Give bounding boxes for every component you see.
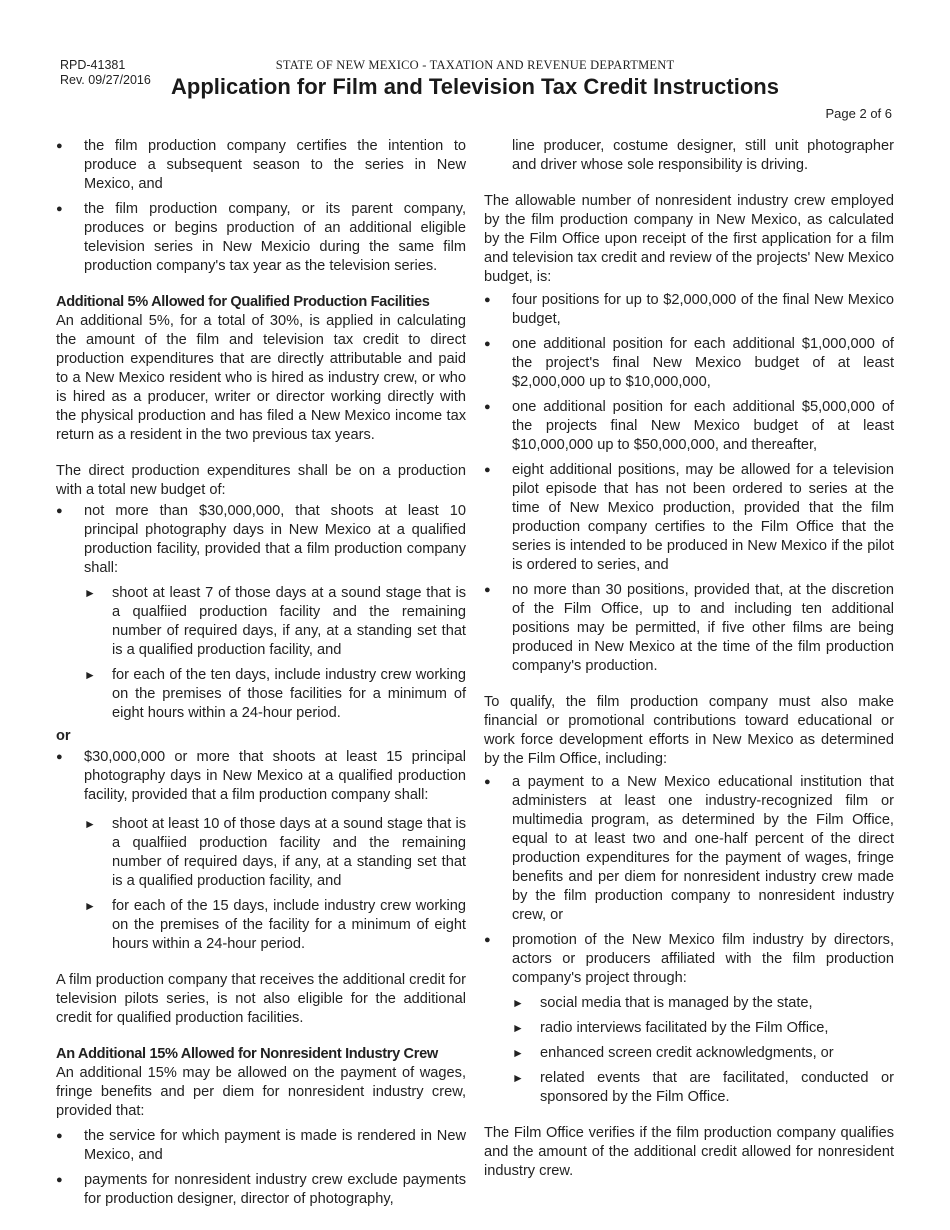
section-paragraph: An additional 15% may be allowed on the payment of wages, fringe benefits and per diem for nonresident industry crew, provided that:: [56, 1065, 466, 1119]
agency-name: STATE OF NEW MEXICO - TAXATION AND REVENUE DEPARTMENT: [275, 58, 675, 72]
budget-option-list: [56, 748, 466, 954]
list-item: ● eight additional positions, may be allowed for a television pilot episode that has not been ordered to series at the time of New Mexico production, provided that the film production company certifies to the Film Office that the series is intended to be produced in New Mexico if the pilot is ordered to series, and: [484, 461, 894, 575]
budget-option-text: not more than $30,000,000, that shoots at least 10 principal photography days in New Mexico at a qualified production facility, provided that a film production company shall:: [84, 503, 466, 576]
list-item: [56, 748, 466, 954]
promotion-text: promotion of the New Mexico film industry by directors, actors or producers affiliated with the film production company's project through:: [512, 932, 894, 986]
positions-bullet-list: [484, 291, 894, 676]
qualify-paragraph: To qualify, the film production company must also make financial or promotional contributions toward educational or work force development efforts in New Mexico as determined by the Film Office, including:: [484, 694, 894, 767]
list-item: ● payments for nonresident industry crew exclude payments for production designer, director of photography,: [56, 1171, 466, 1209]
budget-intro-paragraph: The direct production expenditures shall be on a production with a total new budget of:: [56, 463, 466, 498]
contributions-bullet-list: [484, 773, 894, 1107]
list-item: ● no more than 30 positions, provided that, at the discretion of the Film Office, up to and including ten additional positions may be permitted, if five other films are being produced in New Mexico at the time of the film production company's production.: [484, 581, 894, 676]
or-separator: or: [56, 728, 71, 744]
list-item: ● the film production company, or its parent company, produces or begins production of an additional eligible television series in New Mexicio during the same film production company's tax year as the television series.: [56, 200, 466, 276]
list-item: ● the film production company certifies the intention to produce a subsequent season to the series in New Mexico, and: [56, 137, 466, 194]
right-column: [484, 137, 894, 1181]
continued-text: line producer, costume designer, still unit photographer and driver whose sole responsibility is driving.: [512, 138, 894, 173]
form-number: RPD-41381: [60, 58, 126, 72]
left-column: [56, 137, 466, 1209]
list-item: ► enhanced screen credit acknowledgments, or: [512, 1044, 894, 1063]
list-item: ► shoot at least 7 of those days at a sound stage that is a qualfiied production facility and the remaining number of required days, if any, at a standing set that is a qualified production facility, and: [84, 584, 466, 660]
intro-bullet-list: [56, 137, 466, 276]
list-item: ► related events that are facilitated, conducted or sponsored by the Film Office.: [512, 1069, 894, 1107]
list-item: ► shoot at least 10 of those days at a sound stage that is a qualfiied production facility and the remaining number of required days, if any, at a standing set that is a qualified production facility, and: [84, 815, 466, 891]
list-item: ► for each of the ten days, include industry crew working on the premises of those facilities for a minimum of eight hours within a 24-hour period.: [84, 666, 466, 723]
list-item: ► social media that is managed by the state,: [512, 994, 894, 1013]
list-item: ● one additional position for each additional $5,000,000 of the projects final New Mexico budget of at least $10,000,000 up to $50,000,000, and thereafter,: [484, 398, 894, 455]
page-number: Page 2 of 6: [825, 106, 892, 121]
allowable-crew-paragraph: The allowable number of nonresident industry crew employed by the film production company in New Mexico, as calculated by the Film Office upon receipt of the first application for a film and television tax credit and review of the projects' New Mexico budget, is:: [484, 193, 894, 285]
promotion-sub-list: [512, 994, 894, 1107]
list-item: ► radio interviews facilitated by the Film Office,: [512, 1019, 894, 1038]
page-title: Application for Film and Television Tax Credit Instructions: [171, 74, 779, 99]
list-item: ● one additional position for each additional $1,000,000 of the project's final New Mexico budget of at least $2,000,000 up to $10,000,000,: [484, 335, 894, 392]
condition-bullet-list: [56, 1127, 466, 1209]
list-item: [56, 502, 466, 723]
section-paragraph: An additional 5%, for a total of 30%, is applied in calculating the amount of the film and television tax credit to direct production expenditures that are directly attributable and paid to a New Mexico resident who is hired as industry crew, or who is hired as a producer, writer or director working directly with the physical production and has filed a New Mexico income tax return as a resident in the two previous tax years.: [56, 313, 466, 443]
list-item: ● the service for which payment is made is rendered in New Mexico, and: [56, 1127, 466, 1165]
section-heading-production-facilities: Additional 5% Allowed for Qualified Production Facilities: [56, 294, 430, 310]
section-heading-nonresident-crew: An Additional 15% Allowed for Nonresident Industry Crew: [56, 1046, 438, 1062]
option-sub-list: [84, 815, 466, 954]
list-item: [484, 931, 894, 1107]
budget-option-list: [56, 502, 466, 723]
budget-option-text: $30,000,000 or more that shoots at least 15 principal photography days in New Mexico at a qualified production facility, provided that a film production company shall:: [84, 749, 466, 803]
closing-paragraph: The Film Office verifies if the film production company qualifies and the amount of the additional credit allowed for nonresident industry crew.: [484, 1125, 894, 1179]
option-sub-list: [84, 584, 466, 723]
list-item: ● four positions for up to $2,000,000 of the final New Mexico budget,: [484, 291, 894, 329]
revision-date: Rev. 09/27/2016: [60, 73, 151, 87]
pilot-note-paragraph: A film production company that receives the additional credit for television pilots series, is not also eligible for the additional credit for qualified production facilities.: [56, 972, 466, 1026]
list-item: ● a payment to a New Mexico educational institution that administers at least one industry-recognized film or multimedia program, as determined by the Film Office, equal to at least two and one-half percent of the direct production expenditures for the payment of wages, fringe benefits and per diem for nonresident industry crew made by the film production company to nonresident industry crew, or: [484, 773, 894, 925]
list-item: ► for each of the 15 days, include industry crew working on the premises of the facility for a minimum of eight hours within a 24-hour period.: [84, 897, 466, 954]
